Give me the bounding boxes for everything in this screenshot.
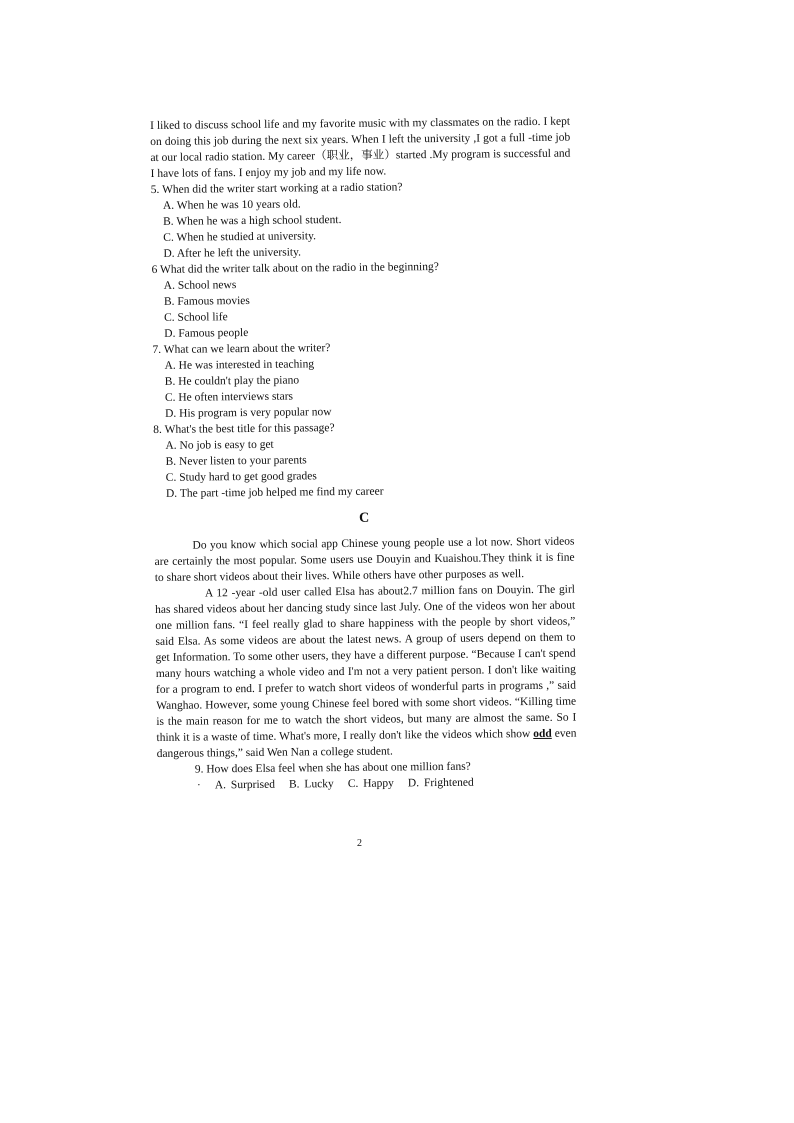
option-a: A. When he was 10 years old. — [162, 198, 301, 212]
question-9 — [157, 758, 577, 794]
section-c-title: C — [359, 510, 370, 526]
option-a: A. School news — [163, 279, 237, 292]
option-a: A. He was interested in teaching — [164, 358, 315, 372]
scan-mark: · — [196, 779, 201, 792]
option-b: B. Never listen to your parents — [165, 454, 307, 468]
paragraph-text: even dangerous things,” said Wen Nan a college student. — [156, 727, 577, 760]
option-d: D. After he left the university. — [163, 246, 302, 260]
passage-c-paragraph-2 — [155, 582, 577, 762]
option-a: A. Surprised — [214, 778, 276, 792]
option-c: C. When he studied at university. — [163, 230, 316, 244]
underlined-word: odd — [533, 727, 552, 741]
option-d: D. Frightened — [407, 776, 474, 790]
option-a: A. No job is easy to get — [165, 438, 274, 452]
option-b: B. Famous movies — [163, 294, 250, 308]
option-c: C. School life — [164, 311, 228, 324]
question-6 — [152, 258, 573, 342]
option-d: D. Famous people — [164, 326, 249, 340]
option-c: C. Happy — [347, 777, 394, 790]
page-number: 2 — [357, 838, 362, 849]
option-d: D. The part -time job helped me find my career — [165, 485, 384, 500]
paragraph-text: A 12 -year -old user called Elsa has about2.7 million fans on Douyin. The girl has shared videos about her dancing study since last July. One of the videos won her about one million fans. “I feel really glad to share happiness with the people by short videos,” said Elsa. As some videos are about the latest news. A group of users depend on them to get Information. To some other users, they have a different purpose. “Because I can't spend many hours watching a whole video and I'm not a very patient person. I don't like waiting for a program to end. I prefer to watch short videos of wonderful parts in programs ,” said Wanghao. However, some young Chinese feel bored with some short videos. “Killing time is the main reason for me to watch the short videos, but many are almost the same. So I think it is a waste of time. What's more, I really don't like the videos which show — [155, 583, 577, 744]
exam-page-content — [150, 114, 577, 794]
option-c: C. Study hard to get good grades — [165, 470, 317, 484]
passage-b-ending: I liked to discuss school life and my favorite music with my classmates on the radio. I kept on doing this job during the next six years. When I left the university ,I got a full -time job at our local radio station. My career（职业，事业）started .My program is successful and I have lots of fans. I enjoy my job and my life now. — [150, 115, 571, 180]
passage-c-paragraph-1: Do you know which social app Chinese young people use a lot now. Short videos are certainly the most popular. Some users use Douyin and Kuaishou.They think it is fine to share short videos about their lives. While others have other purposes as well. — [154, 535, 575, 584]
question-stem: 5. When did the writer start working at a radio station? — [150, 181, 403, 196]
question-stem: 6 What did the writer talk about on the radio in the beginning? — [151, 260, 439, 276]
option-b: B. He couldn't play the piano — [164, 374, 300, 388]
options-row — [197, 774, 577, 794]
option-b: B. When he was a high school student. — [163, 214, 342, 228]
question-8 — [153, 418, 574, 502]
question-stem: 8. What's the best title for this passage? — [153, 422, 335, 436]
option-c: C. He often interviews stars — [164, 390, 294, 404]
question-7 — [152, 338, 573, 422]
question-stem: 9. How does Elsa feel when she has about one million fans? — [194, 760, 471, 776]
option-d: D. His program is very popular now — [165, 406, 332, 420]
question-5 — [151, 178, 572, 262]
option-b: B. Lucky — [288, 778, 334, 791]
question-stem: 7. What can we learn about the writer? — [152, 342, 331, 356]
